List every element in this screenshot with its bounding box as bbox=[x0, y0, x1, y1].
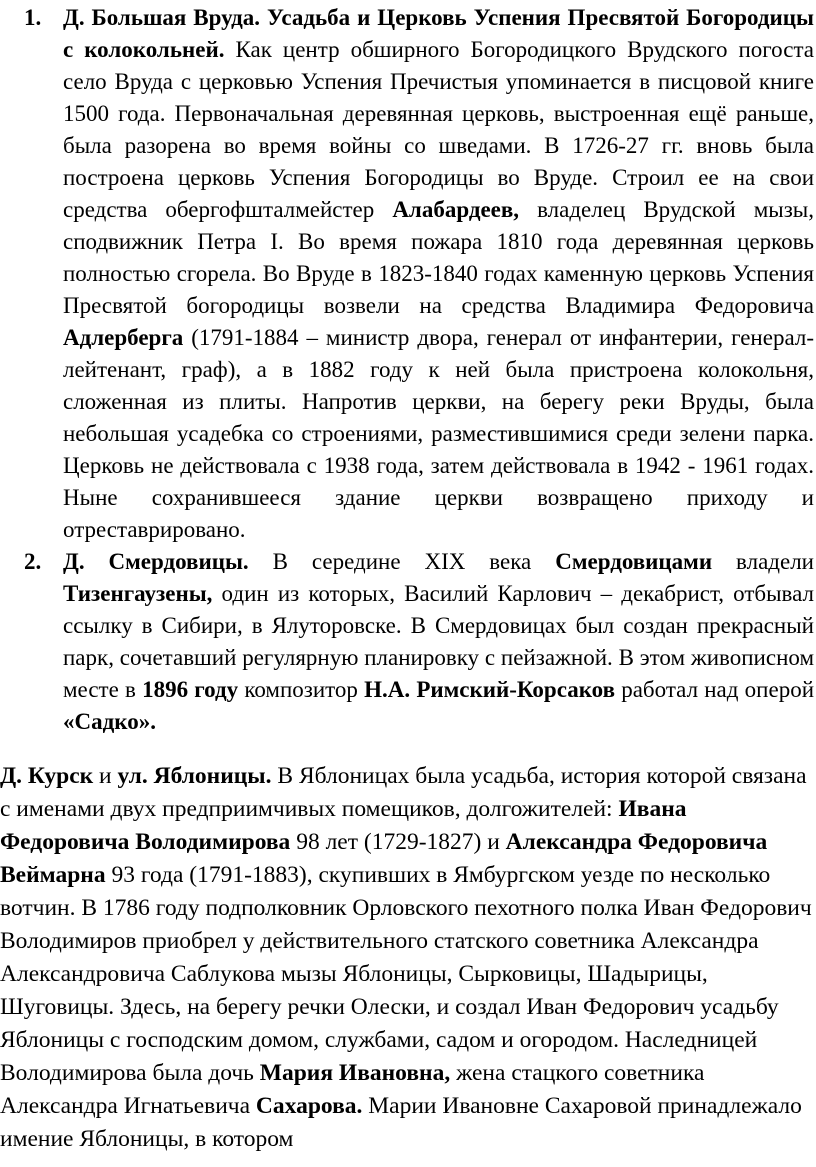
text-bold: ул. Яблоницы. bbox=[117, 763, 272, 789]
text-bold: Ивана Федоровича Володимирова bbox=[0, 796, 687, 855]
text-bold: Д. Смердовицы. bbox=[63, 549, 249, 574]
text-bold: Смердовицами bbox=[555, 549, 713, 574]
text-bold: Адлерберга bbox=[63, 325, 184, 350]
list-number: 1. bbox=[24, 5, 42, 30]
numbered-list bbox=[0, 2, 816, 738]
text-bold: 1896 году bbox=[142, 677, 239, 702]
text-bold: Н.А. Римский-Корсаков bbox=[364, 677, 616, 702]
list-item-2 bbox=[0, 546, 814, 738]
text: Марии Ивановне Сахаровой принадлежало имение Яблоницы, в котором bbox=[0, 1093, 802, 1152]
text-bold: Д. Большая Вруда. Усадьба и Церковь Успения Пресвятой Богородицы с колокольней. bbox=[63, 5, 814, 62]
list-item-text bbox=[63, 5, 814, 542]
text-bold: Мария Ивановна, bbox=[259, 1060, 451, 1086]
text-bold: Алабардеев, bbox=[392, 197, 520, 222]
text: владелец Врудской мызы, сподвижник Петра I. Во время пожара 1810 года деревянная церковь полностью сгорела. Во Вруде в 1823-1840 годах каменную церковь Успения Пресвятой богородицы возвели на средства Владимира Федоровича bbox=[63, 197, 814, 318]
list-item-text bbox=[63, 549, 814, 734]
text: 93 года (1791-1883), скупивших в Ямбургском уезде по несколько вотчин. В 1786 году подполковник Орловского пехотного полка Иван Федорович Володимиров приобрел у действительного статского советника Александра Александровича Саблукова мызы Яблоницы, Сырковицы, Шадырицы, Шуговицы. Здесь, на берегу речки Олески, и создал Иван Федорович усадьбу Яблоницы с господским домом, службами, садом и огородом. Наследницей Володимирова была дочь bbox=[0, 862, 812, 1086]
text: В Яблоницах была усадьба, история которой связана с именами двух предприимчивых помещиков, долгожителей: bbox=[0, 763, 807, 822]
text-bold: «Садко». bbox=[63, 709, 156, 734]
text: один из которых, Василий Карлович – декабрист, отбывал ссылку в Сибири, в Ялуторовске. В Смердовицах был создан прекрасный парк, сочетавший регулярную планировку с пейзажной. В этом живописном месте в bbox=[63, 581, 814, 702]
list-item-1 bbox=[0, 2, 814, 546]
list-number: 2. bbox=[24, 549, 42, 574]
text-bold: Д. Курск bbox=[0, 763, 94, 789]
text: композитор bbox=[238, 677, 365, 702]
text-bold: Александра Федоровича Веймарна bbox=[0, 829, 768, 888]
text: и bbox=[93, 763, 118, 789]
text: Как центр обширного Богородицкого Врудского погоста село Вруда с церковью Успения Пречистыя упоминается в писцовой книге 1500 года. Первоначальная деревянная церковь, выстроенная ещё раньше, была разорена во время войны со шведами. В 1726-27 гг. вновь была построена церковь Успения Богородицы во Вруде. Строил ее на свои средства обергофшталмейстер bbox=[63, 37, 814, 222]
text: В середине XIX века bbox=[248, 549, 556, 574]
text: жена стацкого советника Александра Игнатьевича bbox=[0, 1060, 705, 1119]
paragraph-kursk-yablonitsy bbox=[0, 760, 812, 1156]
text: (1791-1884 – министр двора, генерал от инфантерии, генерал-лейтенант, граф), а в 1882 году к ней была пристроена колокольня, сложенная из плиты. Напротив церкви, на берегу реки Вруды, была небольшая усадебка со строениями, разместившимися среди зелени парка. Церковь не действовала с 1938 года, затем действовала в 1942 - 1961 годах. Ныне сохранившееся здание церкви возвращено приходу и отреставрировано. bbox=[63, 325, 814, 542]
text-bold: Тизенгаузены, bbox=[63, 581, 213, 606]
text: работал над оперой bbox=[615, 677, 814, 702]
text-bold: Сахарова. bbox=[255, 1093, 363, 1119]
text: 98 лет (1729-1827) и bbox=[290, 829, 506, 855]
text: владели bbox=[712, 549, 814, 574]
